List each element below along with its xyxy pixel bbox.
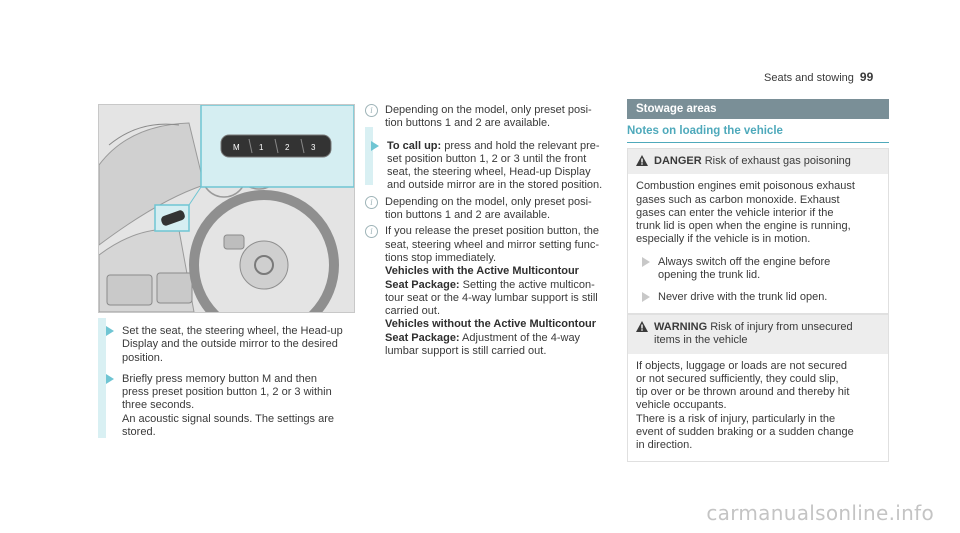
memory-button-m: M — [233, 143, 240, 152]
danger-body: Combustion engines emit poisonous exhaust gases such as carbon monoxide. Exhaust gases can enter the vehicle interior if the trunk lid is open when the engine is running, especially if the vehicle is in motion. Always switch off the engine before opening the trunk lid. Never drive with the trunk lid open. — [628, 174, 888, 312]
danger-header: DANGER Risk of exhaust gas poisoning — [628, 149, 888, 174]
step-call-up: To call up: press and hold the relevant pre- set position button 1, 2 or 3 until the front seat, the steering wheel, Head-up Display and outside mirror are in the stored position. — [365, 140, 620, 193]
step-arrow-icon — [371, 141, 379, 151]
info-note-1: i Depending on the model, only preset posi- tion buttons 1 and 2 are available. — [365, 104, 620, 131]
memory-button-2: 2 — [285, 143, 290, 152]
info-icon: i — [365, 225, 378, 238]
section-name: Seats and stowing — [764, 72, 854, 84]
section-title-bar: Stowage areas — [627, 99, 889, 119]
page-number: 99 — [859, 70, 874, 84]
door-memory-buttons-photo — [98, 104, 355, 313]
step-arrow-icon — [642, 257, 650, 267]
interior-illustration — [99, 105, 354, 312]
watermark: carmanualsonline.info — [706, 501, 934, 525]
step-arrow-icon — [642, 292, 650, 302]
danger-step-1: Always switch off the engine before opening the trunk lid. — [636, 256, 880, 283]
info-note-3: i If you release the preset position button, the seat, steering wheel and mirror setting func- tions stop immediately. Vehicles with the Active Multicontour Seat Package: Setting the active multicon- tour seat or the 4-way lumbar support is still carried out. Vehicles without the Active Multicontour Seat Package: Adjustment of the 4-way lumbar support is still carried out. — [365, 225, 620, 358]
page-header — [764, 70, 873, 84]
info-icon: i — [365, 104, 378, 117]
info-note-2: i Depending on the model, only preset posi- tion buttons 1 and 2 are available. — [365, 196, 620, 223]
step-set-position: Set the seat, the steering wheel, the Head-up Display and the outside mirror to the desired position. — [100, 325, 355, 365]
memory-button-3: 3 — [311, 143, 316, 152]
recall-instructions — [365, 104, 620, 358]
warning-header: WARNING Risk of injury from unsecured items in the vehicle — [628, 315, 888, 354]
step-press-memory: Briefly press memory button M and then press preset position button 1, 2 or 3 within three seconds. An acoustic signal sounds. The settings are stored. — [100, 373, 355, 439]
danger-label: DANGER — [654, 155, 702, 167]
subheading: Notes on loading the vehicle — [627, 125, 889, 143]
step-arrow-icon — [106, 374, 114, 384]
instruction-steps — [100, 325, 355, 439]
info-icon: i — [365, 196, 378, 209]
warning-triangle-icon — [636, 321, 648, 332]
memory-button-1: 1 — [259, 143, 264, 152]
step-arrow-icon — [106, 326, 114, 336]
danger-step-2: Never drive with the trunk lid open. — [636, 291, 880, 304]
danger-box — [627, 148, 889, 314]
warning-label: WARNING — [654, 321, 708, 333]
warning-body: If objects, luggage or loads are not secured or not secured sufficiently, they could slip, tip over or be thrown around and thereby hit vehicle occupants. There is a risk of injury, particularly in the event of sudden braking or a sudden change in direction. — [636, 359, 854, 452]
warning-box — [627, 314, 889, 462]
warning-triangle-icon — [636, 155, 648, 166]
